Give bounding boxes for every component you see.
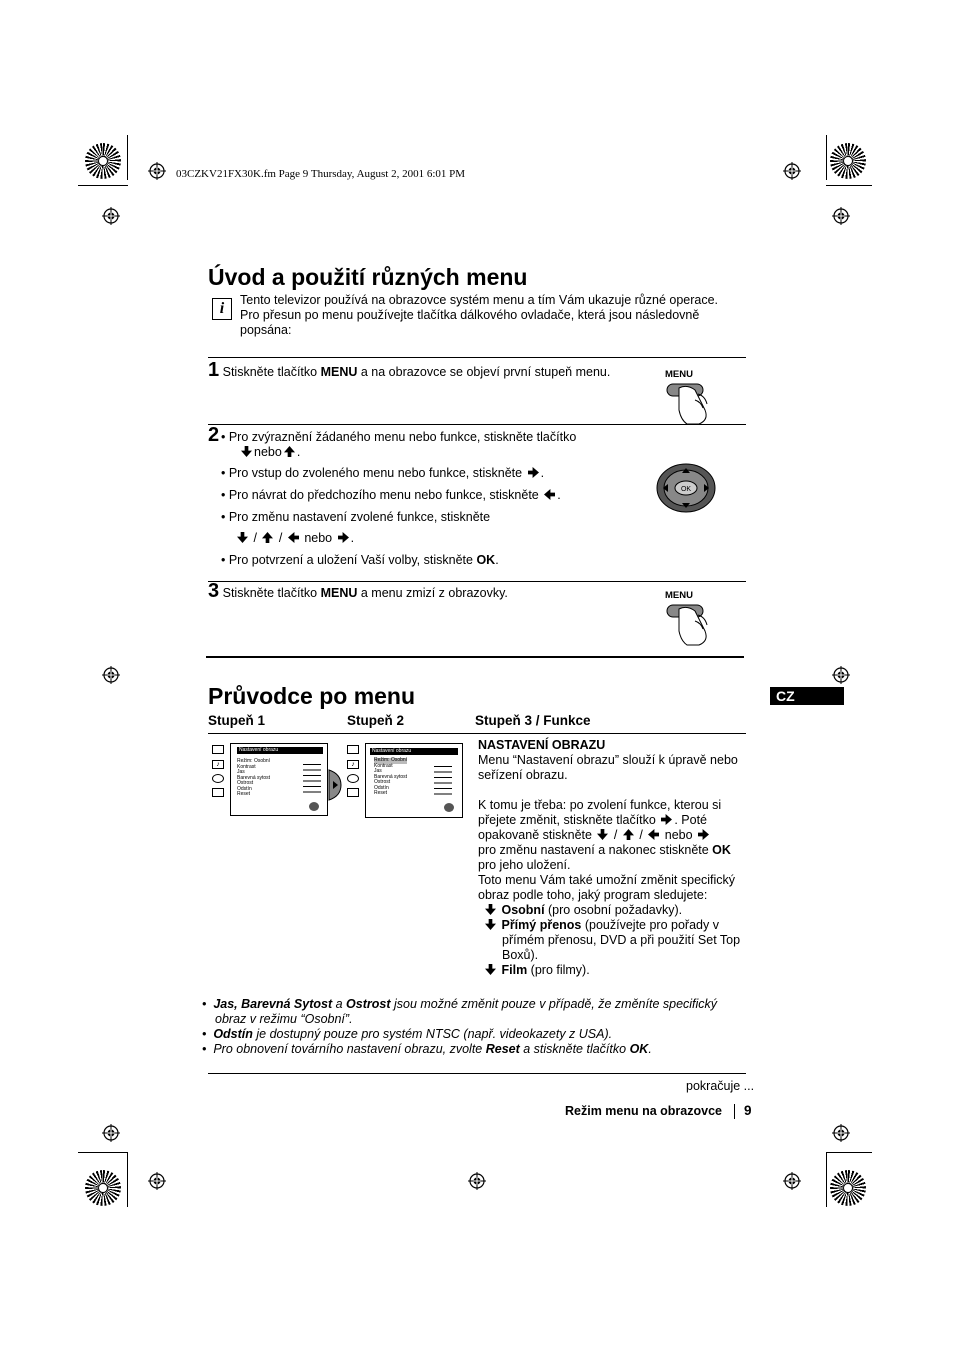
step-1: 1 Stiskněte tlačítko MENU a na obrazovce se objeví první stupeň menu. (208, 359, 611, 381)
right-nav-button-icon (327, 768, 343, 802)
note-1: • Jas, Barevná Sytost a Ostrost jsou možné změnit pouze v případě, že změníte specifický (202, 997, 718, 1011)
menu-panel (230, 743, 328, 816)
info-icon: i (212, 298, 232, 320)
registration-mark-bottom-left (85, 1170, 121, 1206)
crop-line (826, 1152, 872, 1153)
up-arrow-icon (262, 532, 273, 543)
crop-line (78, 185, 128, 186)
down-arrow-icon (485, 904, 496, 915)
slider-bars (434, 766, 452, 796)
crosshair-mark (832, 207, 850, 225)
nastaveni-obrazu-block: NASTAVENÍ OBRAZU Menu “Nastavení obrazu” slouží k úpravě nebo seřízení obrazu. K tomu je třeba: po zvolení funkce, kterou si přejete změnit, stiskněte tlačítko . Poté opakovaně stiskněte / / nebo pro změnu nastavení a nakonec stiskněte OK pro jeho uložení. Toto menu Vám také umožní změnit specifický obraz podle toho, jaký program sledujete: Osobní (pro osobní požadavky). Přímý přenos (používejte pro pořady v přímém přenosu, DVD a při použití Set Top Boxů). Film (pro filmy). (478, 738, 748, 978)
crosshair-mark (468, 1172, 486, 1190)
note-3: • Pro obnovení továrního nastavení obrazu, zvolte Reset a stiskněte tlačítko OK. (202, 1042, 652, 1056)
menu-panel-title: Nastavení obrazu (237, 747, 323, 754)
menu-button-illustration (665, 590, 715, 646)
menu-panel-title: Nastavení obrazu (370, 748, 458, 755)
menu-button-label: MENU (665, 369, 693, 380)
crosshair-mark (783, 1172, 801, 1190)
menu-screen-level-1 (210, 743, 327, 815)
right-arrow-icon (528, 467, 539, 478)
step-2-bullet-3: • Pro návrat do předchozího menu nebo funkce, stiskněte . (221, 488, 561, 502)
crosshair-mark (832, 1124, 850, 1142)
ok-label: OK (680, 486, 692, 493)
picture-menu-icon (212, 745, 224, 754)
registration-mark-top-left (85, 143, 121, 179)
timer-menu-icon (212, 774, 224, 783)
down-arrow-icon (237, 532, 248, 543)
col-header-3: Stupeň 3 / Funkce (475, 713, 591, 728)
divider (208, 357, 746, 358)
crosshair-mark (148, 1172, 166, 1190)
section-title-pruvodce: Průvodce po menu (208, 683, 416, 709)
left-arrow-icon (288, 532, 299, 543)
crop-line (826, 1152, 827, 1207)
step-2-bullet-5: • Pro potvrzení a uložení Vaší volby, stiskněte OK. (221, 553, 499, 567)
crosshair-mark (783, 162, 801, 180)
file-header-line: 03CZKV21FX30K.fm Page 9 Thursday, August 2, 2001 6:01 PM (176, 168, 466, 180)
section-title-uvod: Úvod a použití různých menu (208, 264, 528, 290)
crosshair-mark (832, 666, 850, 684)
up-arrow-icon (623, 829, 634, 840)
step-2-bullet-2: • Pro vstup do zvoleného menu nebo funkce, stiskněte . (221, 466, 545, 480)
remote-joystick-icon (655, 462, 717, 514)
timer-menu-icon (347, 774, 359, 783)
section-rule-thick (206, 656, 744, 658)
menu-panel (365, 743, 463, 818)
pressing-hand-icon (665, 380, 715, 426)
right-arrow-icon (661, 814, 672, 825)
crop-line (127, 135, 128, 180)
down-arrow-icon (485, 919, 496, 930)
sound-menu-icon: ♪ (212, 760, 224, 769)
ok-badge-icon (309, 802, 319, 811)
registration-mark-top-right (830, 143, 866, 179)
right-arrow-icon (338, 532, 349, 543)
divider (208, 1073, 746, 1074)
continue-text: pokračuje ... (686, 1079, 755, 1093)
menu-button-label: MENU (665, 590, 693, 601)
crosshair-mark (102, 1124, 120, 1142)
crosshair-mark (102, 666, 120, 684)
left-arrow-icon (544, 489, 555, 500)
nastaveni-title: NASTAVENÍ OBRAZU (478, 738, 606, 752)
up-arrow-icon (284, 446, 295, 457)
footer-section-name: Režim menu na obrazovce (565, 1104, 722, 1118)
down-arrow-icon (485, 964, 496, 975)
ok-badge-icon (444, 803, 454, 812)
down-arrow-icon (597, 829, 608, 840)
col-header-1: Stupeň 1 (208, 713, 266, 728)
step-2-number: 2 (208, 424, 220, 446)
divider (208, 581, 746, 582)
intro-text: Tento televizor používá na obrazovce systém menu a tím Vám ukazuje různé operace. Pro přesun po menu používejte tlačítka dálkového ovladače, která jsou následovně popsána: (240, 293, 719, 337)
note-2: • Odstín je dostupný pouze pro systém NTSC (např. videokazety z USA). (202, 1027, 613, 1041)
menu-panel-items: Režim: Osobní Kontrast Jas Barevná sytost Ostrost Odstín Reset (374, 757, 408, 796)
crop-line (826, 135, 827, 180)
down-arrow-icon (241, 446, 252, 457)
divider (208, 733, 746, 734)
step-2-bullet-4: • Pro změnu nastavení zvolené funkce, stiskněte / / nebo . (221, 510, 491, 545)
col-header-2: Stupeň 2 (347, 713, 405, 728)
left-arrow-icon (648, 829, 659, 840)
right-arrow-icon (698, 829, 709, 840)
menu-panel-items: Režim: Osobní Kontrast Jas Barevná sytost Ostrost Odstín Reset (237, 758, 271, 797)
registration-mark-bottom-right (830, 1170, 866, 1206)
page-number: 9 (744, 1103, 752, 1118)
crosshair-mark (148, 162, 166, 180)
sound-menu-icon: ♪ (347, 760, 359, 769)
crosshair-mark (102, 207, 120, 225)
crop-line (826, 185, 872, 186)
setup-menu-icon (347, 788, 359, 797)
language-tab: CZ (770, 687, 844, 705)
notes-block: • Jas, Barevná Sytost a Ostrost jsou možné změnit pouze v případě, že změníte specifický obraz v režimu “Osobní”. • Odstín je dostupný pouze pro systém NTSC (např. videokazety z USA). • Pro obnovení továrního nastavení obrazu, zvolte Reset a stiskněte tlačítko OK. (202, 997, 747, 1057)
divider (208, 424, 746, 425)
setup-menu-icon (212, 788, 224, 797)
step-2-bullet-1: • Pro zvýraznění žádaného menu nebo funkce, stiskněte tlačítko nebo . (221, 430, 577, 459)
footer-separator (734, 1104, 735, 1119)
menu-screen-level-2 (345, 743, 463, 817)
crop-line (78, 1152, 128, 1153)
crop-line (127, 1152, 128, 1207)
pressing-hand-icon (665, 601, 715, 647)
slider-bars (303, 764, 321, 794)
menu-button-illustration (665, 369, 715, 425)
picture-menu-icon (347, 745, 359, 754)
step-3: 3 Stiskněte tlačítko MENU a menu zmizí z obrazovky. (208, 580, 508, 602)
